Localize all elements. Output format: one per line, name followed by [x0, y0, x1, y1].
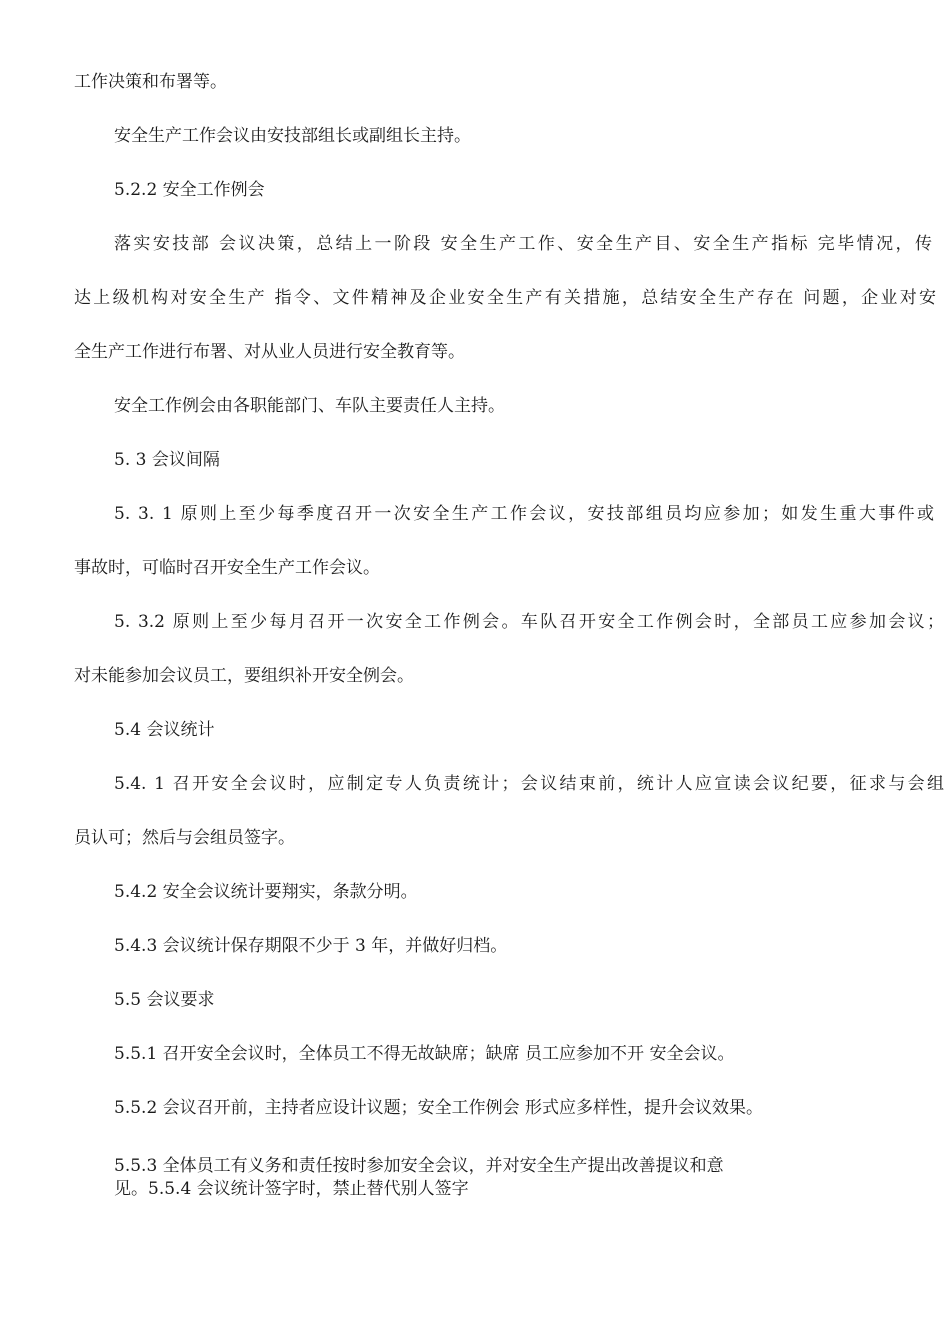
- text-line: 5.5.2 会议召开前，主持者应设计议题；安全工作例会 形式应多样性，提升会议效果。: [114, 1098, 764, 1118]
- text-line: 5.5.1 召开安全会议时，全体员工不得无故缺席；缺席 员工应参加不开 安全会议。: [114, 1044, 735, 1064]
- text-line: 5.4. 1 召开安全会议时，应制定专人负责统计；会议结束前，统计人应宣读会议纪要，征求与会组: [114, 774, 944, 794]
- text-line: 落实安技部 会议决策，总结上一阶段 安全生产工作、安全生产目、安全生产指标 完毕情况，传: [114, 234, 932, 254]
- section-heading: 5. 3 会议间隔: [114, 450, 220, 470]
- section-heading: 5.4 会议统计: [114, 720, 215, 740]
- section-heading: 5.5 会议要求: [114, 990, 215, 1010]
- text-line: 5.4.3 会议统计保存期限不少于 3 年，并做好归档。: [114, 936, 508, 956]
- text-line: 工作决策和布署等。: [74, 72, 227, 92]
- text-line: 对未能参加会议员工，要组织补开安全例会。: [74, 666, 414, 686]
- text-line: 达上级机构对安全生产 指令、文件精神及企业安全生产有关措施，总结安全生产存在 问题，企业对安: [74, 288, 936, 308]
- text-line: 全生产工作进行布署、对从业人员进行安全教育等。: [74, 342, 465, 362]
- section-heading: 5.2.2 安全工作例会: [114, 180, 265, 200]
- text-line: 安全工作例会由各职能部门、车队主要责任人主持。: [114, 396, 505, 416]
- text-line: 5.4.2 安全会议统计要翔实，条款分明。: [114, 882, 418, 902]
- text-line: 5. 3.2 原则上至少每月召开一次安全工作例会。车队召开安全工作例会时，全部员工应参加会议；: [114, 612, 944, 632]
- text-line: 事故时，可临时召开安全生产工作会议。: [74, 558, 380, 578]
- text-line: 5.5.3 全体员工有义务和责任按时参加安全会议，并对安全生产提出改善提议和意: [114, 1156, 724, 1176]
- text-line: 见。5.5.4 会议统计签字时，禁止替代别人签字: [114, 1179, 469, 1199]
- text-line: 员认可；然后与会组员签字。: [74, 828, 295, 848]
- text-line: 安全生产工作会议由安技部组长或副组长主持。: [114, 126, 471, 146]
- text-line: 5. 3. 1 原则上至少每季度召开一次安全生产工作会议，安技部组员均应参加；如发生重大事件或: [114, 504, 934, 524]
